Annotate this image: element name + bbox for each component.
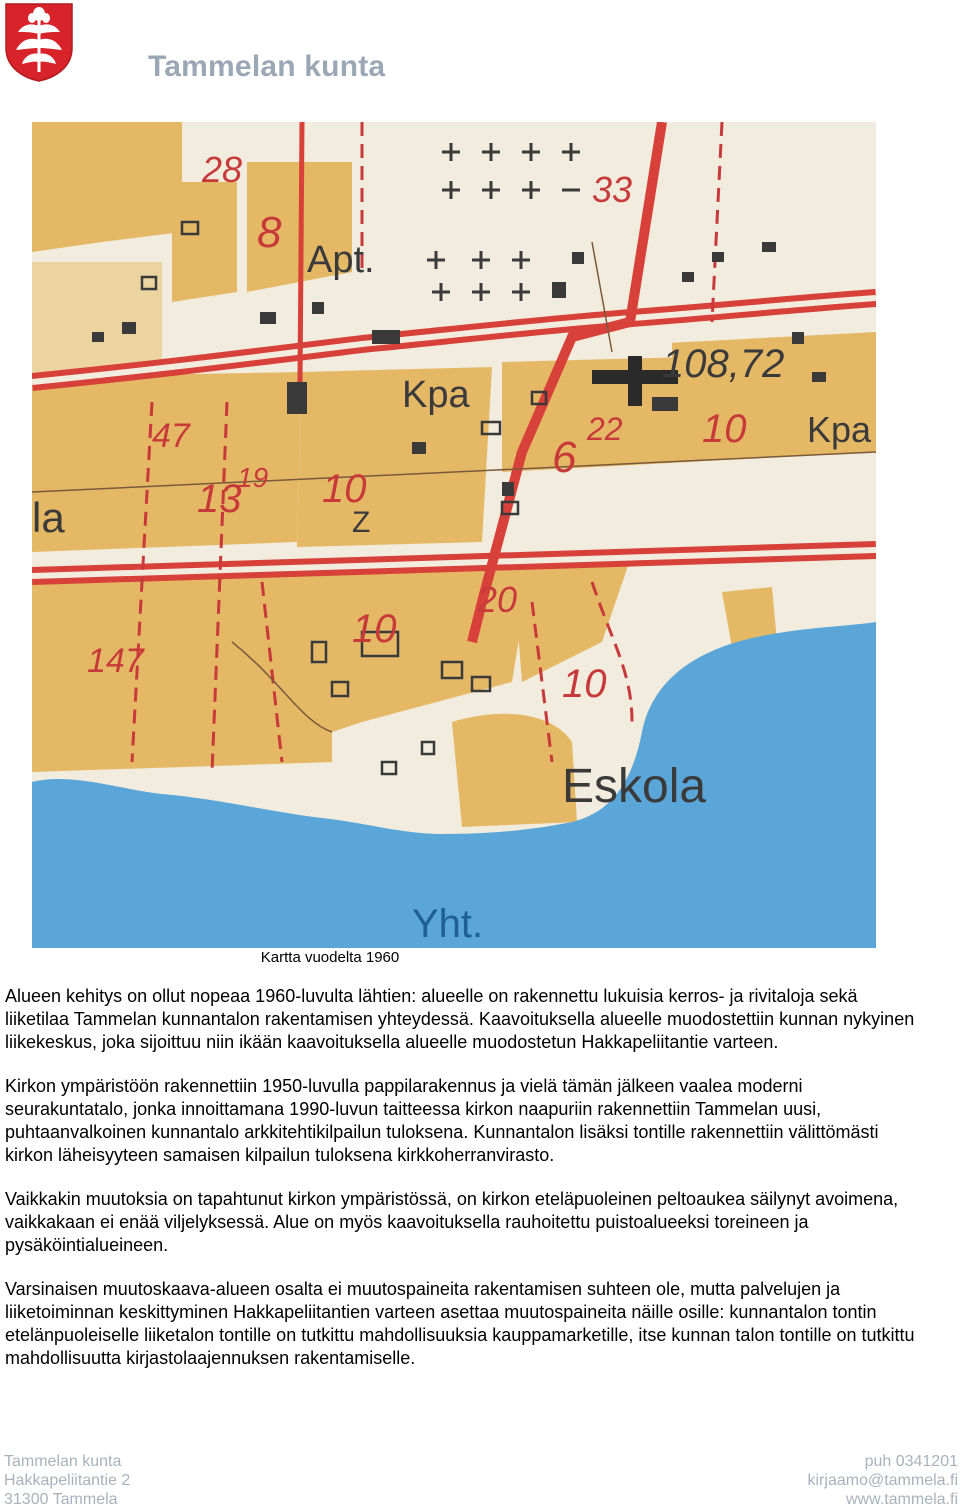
page-title: Tammelan kunta — [148, 50, 386, 83]
footer-street: Hakkapeliitantie 2 — [4, 1472, 131, 1489]
footer-email-link[interactable]: kirjaamo@tammela.fi — [807, 1472, 958, 1489]
map-label-19: 19 — [237, 462, 269, 493]
paragraph: Vaikkakin muutoksia on tapahtunut kirkon ympäristössä, on kirkon eteläpuoleinen peltoaukea säilynyt avoimena, vaikkakaan ei enää viljelyksessä. Alue on myös kaavoituksella rauhoitettu puistoalueeksi toreineen ja pysäköintialueineen. — [5, 1189, 899, 1255]
map-label-lot-a: 10 — [322, 467, 367, 511]
map-label-elevation: 108,72 — [662, 342, 785, 386]
map-label-lot-c: 10 — [702, 407, 747, 451]
footer-contact — [808, 1452, 959, 1509]
paragraph: Varsinaisen muutoskaava-alueen osalta ei muutospaineita rakentamisen suhteen ole, mutta palvelujen ja liiketoiminnan keskittyminen Hakkapeliitantien varteen asettaa muutospaineita näille osille: kunnantalon tontin etelänpuoleiselle liiketalon tontille on tutkittu mahdollisuuksia kauppamarketille, itse kunnan talon tontille on tutkittu mahdollisuutta kirjastolaajennuksen rakentamiselle. — [5, 1279, 915, 1368]
footer-web-link[interactable]: www.tammela.fi — [845, 1491, 958, 1508]
map-label-47: 47 — [152, 417, 190, 455]
footer-postal: 31300 Tammela — [4, 1491, 118, 1508]
map-label-eskola: Eskola — [562, 760, 707, 813]
footer-address — [4, 1452, 130, 1509]
map-label-la: la — [32, 494, 65, 541]
map-label-8: 8 — [257, 208, 282, 257]
map-label-lot-b: 10 — [352, 607, 397, 651]
map-label-33: 33 — [592, 169, 633, 210]
coat-of-arms-logo — [4, 2, 74, 82]
map-label-13: 13 — [197, 477, 242, 521]
map-label-22: 22 — [587, 411, 623, 447]
page-footer — [4, 1452, 958, 1508]
map-caption: Kartta vuodelta 1960 — [260, 949, 400, 966]
map-label-z: Z — [352, 506, 371, 539]
map-label-28: 28 — [202, 149, 243, 190]
map-label-apt: Apt. — [307, 239, 375, 281]
map-label-6: 6 — [552, 433, 577, 482]
footer-org: Tammelan kunta — [4, 1453, 122, 1470]
footer-phone: puh 0341201 — [864, 1453, 958, 1470]
map-label-yht: Yht. — [412, 902, 484, 946]
map-label-147: 147 — [87, 642, 144, 680]
map-label-kpa-east: Kpa — [807, 409, 872, 450]
paragraph: Alueen kehitys on ollut nopeaa 1960-luvulta lähtien: alueelle on rakennettu lukuisia kerros- ja rivitaloja sekä liiketilaa Tammelan kunnantalon rakentamisen yhteydessä. Kaavoituksella alueelle muodostettiin kunnan nykyinen liikekeskus, joka sijoittuu niin ikään kaavoituksella alueelle muodostetun Hakkapeliitantie varteen. — [5, 986, 915, 1052]
map-label-kpa: Kpa — [402, 374, 470, 416]
map-label-lot-d: 10 — [562, 662, 607, 706]
paragraph: Kirkon ympäristöön rakennettiin 1950-luvulla pappilarakennus ja vielä tämän jälkeen vaalea moderni seurakuntatalo, jonka innoittamana 1990-luvun taitteessa kirkon naapuriin rakennettiin Tammelan uusi, puhtaanvalkoinen kunnantalo arkkitehtikilpailun tuloksena. Kunnantalon lisäksi tontille rakennettiin välittömästi kirkon läheisyyteen samaisen kilpailun tuloksena kirkkoherranvirasto. — [5, 1076, 879, 1165]
map-label-20: 20 — [477, 579, 518, 620]
body-text — [5, 985, 920, 1391]
historical-map — [32, 122, 876, 948]
